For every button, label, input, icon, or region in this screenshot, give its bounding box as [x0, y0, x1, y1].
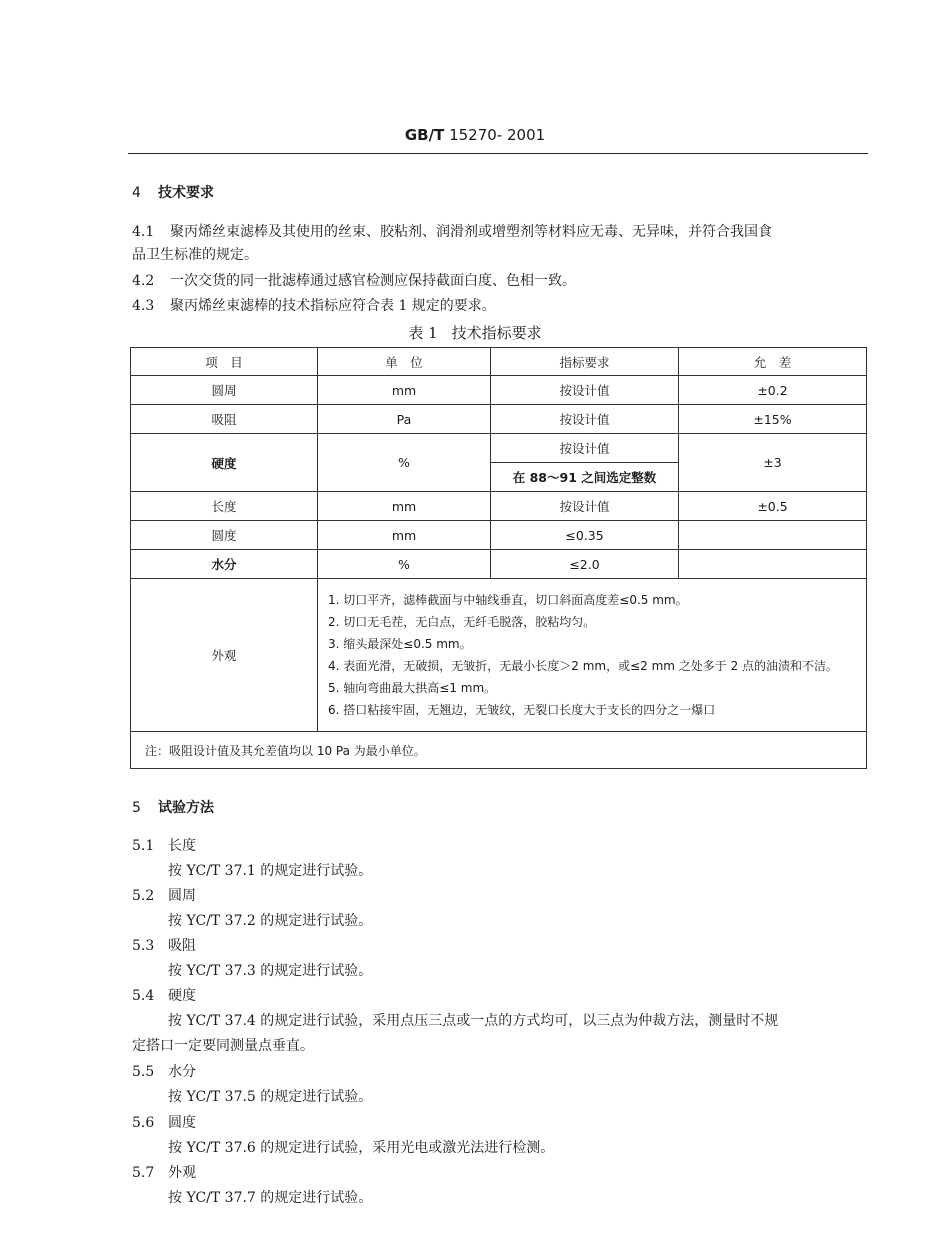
- section-4-number: 4: [132, 185, 141, 201]
- clause-number: 5.7: [132, 1165, 155, 1181]
- appearance-line: 3. 缩头最深处≤0.5 mm。: [328, 637, 472, 651]
- cell-tolerance: ±15%: [679, 405, 867, 434]
- cell-item: 吸阻: [131, 405, 318, 434]
- table-title: 技术指标要求: [451, 324, 542, 342]
- clause-4-1: [132, 222, 772, 242]
- cell-requirement: 按设计值: [491, 434, 679, 463]
- clause-5-6: [132, 1113, 196, 1133]
- appearance-line: 5. 轴向弯曲最大拱高≤1 mm。: [328, 681, 497, 695]
- cell-requirement: ≤2.0: [491, 550, 679, 579]
- clause-4-3-text: 聚丙烯丝束滤棒的技术指标应符合表 1 规定的要求。: [170, 298, 496, 314]
- table-row: [131, 376, 867, 405]
- cell-item: 硬度: [131, 434, 318, 492]
- clause-number: 5.2: [132, 888, 155, 904]
- clause-title: 硬度: [168, 988, 196, 1004]
- clause-5-7: [132, 1163, 196, 1183]
- header-requirement: 指标要求: [491, 348, 679, 376]
- clause-5-6-text: 按 YC/T 37.6 的规定进行试验，采用光电或激光法进行检测。: [168, 1140, 555, 1156]
- clause-4-1-text-cont: 品卫生标准的规定。: [132, 247, 258, 263]
- clause-5-4-text: 按 YC/T 37.4 的规定进行试验，采用点压三点或一点的方式均可，以三点为仲裁方法，测量时不规: [168, 1013, 779, 1029]
- header-item: 项 目: [131, 348, 318, 376]
- appearance-line: 4. 表面光滑，无破损，无皱折，无最小长度＞2 mm，或≤2 mm 之处多于 2 点的油渍和不洁。: [328, 659, 839, 673]
- cell-tolerance: ±0.2: [679, 376, 867, 405]
- clause-5-5: [132, 1062, 196, 1082]
- clause-number: 5.5: [132, 1064, 155, 1080]
- cell-unit: mm: [318, 521, 491, 550]
- section-5-heading: [132, 798, 214, 818]
- clause-5-2-text: 按 YC/T 37.2 的规定进行试验。: [168, 913, 373, 929]
- cell-requirement: ≤0.35: [491, 521, 679, 550]
- cell-item: 长度: [131, 492, 318, 521]
- clause-4-1-text: 聚丙烯丝束滤棒及其使用的丝束、胶粘剂、润滑剂或增塑剂等材料应无毒、无异味，并符合我国食: [170, 224, 772, 240]
- clause-4-2-text: 一次交货的同一批滤棒通过感官检测应保持截面白度、色相一致。: [170, 273, 576, 289]
- clause-number: 5.1: [132, 838, 155, 854]
- clause-5-4-text-cont: 定搭口一定要同测量点垂直。: [132, 1038, 314, 1054]
- cell-unit: Pa: [318, 405, 491, 434]
- clause-title: 圆度: [168, 1115, 196, 1131]
- cell-item: 圆度: [131, 521, 318, 550]
- table-header-row: [131, 348, 867, 376]
- section-4-heading: [132, 183, 214, 203]
- page-header: [0, 126, 950, 144]
- cell-item: 圆周: [131, 376, 318, 405]
- cell-requirement: 按设计值: [491, 376, 679, 405]
- clause-number: 5.3: [132, 938, 155, 954]
- cell-item: 外观: [131, 579, 318, 732]
- table-row: [131, 550, 867, 579]
- table-row: [131, 492, 867, 521]
- clause-5-2: [132, 886, 196, 906]
- clause-4-1-number: 4.1: [132, 224, 155, 240]
- cell-tolerance: ±3: [679, 434, 867, 492]
- section-4-title: 技术要求: [158, 185, 214, 201]
- clause-number: 5.6: [132, 1115, 155, 1131]
- cell-unit: %: [318, 550, 491, 579]
- table-row: [131, 434, 867, 463]
- clause-4-2: [132, 271, 576, 291]
- cell-item: 水分: [131, 550, 318, 579]
- appearance-requirements: [318, 579, 867, 732]
- cell-requirement: 在 88～91 之间选定整数: [491, 463, 679, 492]
- clause-title: 吸阻: [168, 938, 196, 954]
- clause-number: 5.4: [132, 988, 155, 1004]
- standard-number: 15270- 2001: [449, 126, 546, 144]
- clause-5-3: [132, 936, 196, 956]
- clause-5-7-text: 按 YC/T 37.7 的规定进行试验。: [168, 1190, 373, 1206]
- table-note-row: [131, 732, 867, 769]
- section-5-title: 试验方法: [158, 800, 214, 816]
- clause-4-3-number: 4.3: [132, 298, 155, 314]
- header-tolerance: 允 差: [679, 348, 867, 376]
- clause-title: 水分: [168, 1064, 196, 1080]
- table-note: 注：吸阻设计值及其允差值均以 10 Pa 为最小单位。: [131, 732, 867, 769]
- clause-4-3: [132, 296, 496, 316]
- appearance-line: 6. 搭口粘接牢固，无翘边，无皱纹，无裂口长度大于支长的四分之一爆口: [328, 703, 716, 717]
- table-number: 表 1: [408, 324, 438, 342]
- table-caption: [0, 322, 950, 343]
- clause-title: 长度: [168, 838, 196, 854]
- table-row: [131, 405, 867, 434]
- header-rule: [128, 153, 868, 154]
- spec-table: [130, 347, 867, 769]
- clause-5-5-text: 按 YC/T 37.5 的规定进行试验。: [168, 1089, 373, 1105]
- cell-requirement: 按设计值: [491, 405, 679, 434]
- clause-5-4: [132, 986, 196, 1006]
- clause-5-1-text: 按 YC/T 37.1 的规定进行试验。: [168, 863, 373, 879]
- cell-tolerance: [679, 550, 867, 579]
- appearance-line: 2. 切口无毛茬，无白点，无纤毛脱落，胶粘均匀。: [328, 615, 596, 629]
- section-5-number: 5: [132, 800, 141, 816]
- clause-4-2-number: 4.2: [132, 273, 155, 289]
- cell-requirement: 按设计值: [491, 492, 679, 521]
- clause-5-1: [132, 836, 196, 856]
- cell-unit: mm: [318, 376, 491, 405]
- clause-5-3-text: 按 YC/T 37.3 的规定进行试验。: [168, 963, 373, 979]
- standard-prefix: GB/T: [404, 126, 445, 144]
- clause-title: 圆周: [168, 888, 196, 904]
- cell-tolerance: [679, 521, 867, 550]
- cell-tolerance: ±0.5: [679, 492, 867, 521]
- table-row-appearance: [131, 579, 867, 732]
- table-row: [131, 521, 867, 550]
- header-unit: 单 位: [318, 348, 491, 376]
- cell-unit: %: [318, 434, 491, 492]
- appearance-line: 1. 切口平齐，滤棒截面与中轴线垂直，切口斜面高度差≤0.5 mm。: [328, 593, 688, 607]
- clause-title: 外观: [168, 1165, 196, 1181]
- cell-unit: mm: [318, 492, 491, 521]
